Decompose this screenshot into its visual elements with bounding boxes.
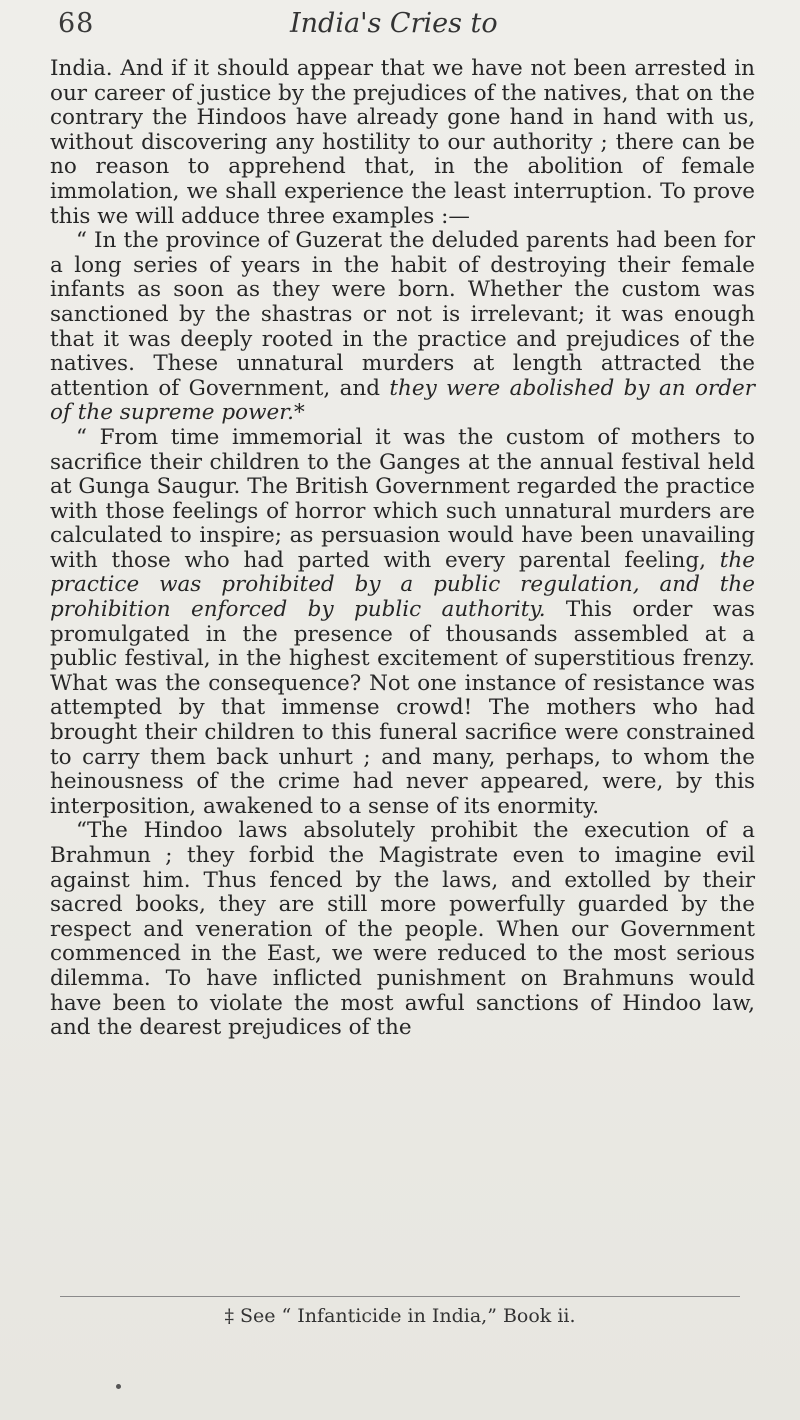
paragraph-3-text-a: “ From time immemorial it was the custom of mothers to sacrifice their children to the Ganges at the annual festival held at Gunga Saugur. The British Government regarded the practice with those feelings of horror which such unnatural murders are calculated to inspire; as persuasion would have been unavailing with those who had parted with every parental feeling, <box>50 424 755 573</box>
paragraph-4 <box>50 819 755 1040</box>
paragraph-3-text-b: This order was promulgated in the presence of thousands assembled at a public festival, in the highest excitement of superstitious frenzy. What was the consequence? Not one instance of resistance was attempted by that immense crowd! The mothers who had brought their children to this funeral sacrifice were constrained to carry them back unhurt ; and many, perhaps, to whom the heinousness of the crime had never appeared, were, by this interposition, awakened to a sense of its enormity. <box>50 597 755 819</box>
paragraph-3 <box>50 426 755 820</box>
footnote: ‡ See “ Infanticide in India,” Book ii. <box>224 1305 576 1327</box>
paragraph-2-text: “ In the province of Guzerat the deluded parents had been for a long series of years in the habit of destroying their female infants as soon as they were born. Whether the custom was sanctioned by the shastras or not is irrelevant; it was enough that it was deeply rooted in the practice and prejudices of the natives. These unnatural murders at length attracted the attention of Government, and <box>50 228 755 401</box>
paragraph-4-text: “The Hindoo laws absolutely prohibit the execution of a Brahmun ; they forbid the Magistrate even to imagine evil against him. Thus fenced by the laws, and extolled by their sacred books, they are still more powerfully guarded by the respect and veneration of the people. When our Government commenced in the East, we were reduced to the most serious dilemma. To have inflicted punishment on Brahmuns would have been to violate the most awful sanctions of Hindoo law, and the dearest prejudices of the <box>50 818 755 1041</box>
footnote-mark: * <box>293 400 305 426</box>
body-text <box>50 57 755 1041</box>
print-speck <box>116 1384 121 1389</box>
running-head <box>0 8 800 48</box>
paragraph-1-text: India. And if it should appear that we have not been arrested in our career of justice by the prejudices of the natives, that on the contrary the Hindoos have already gone hand in hand with us, without discovering any hostility to our authority ; there can be no reason to apprehend that, in the abolition of female immolation, we shall experience the least interruption. To prove this we will adduce three examples :— <box>50 56 755 229</box>
running-title: India's Cries to <box>290 8 498 39</box>
page-number: 68 <box>58 8 95 39</box>
footnote-rule <box>60 1296 740 1297</box>
paragraph-1 <box>50 57 755 229</box>
paragraph-2 <box>50 229 755 426</box>
paragraph-2-emphasis: they were abolished by an order of the supreme power. <box>50 375 755 426</box>
paragraph-3-emphasis: the practice was prohibited by a public regulation, and the prohibition enforced by public authority. <box>50 547 755 623</box>
